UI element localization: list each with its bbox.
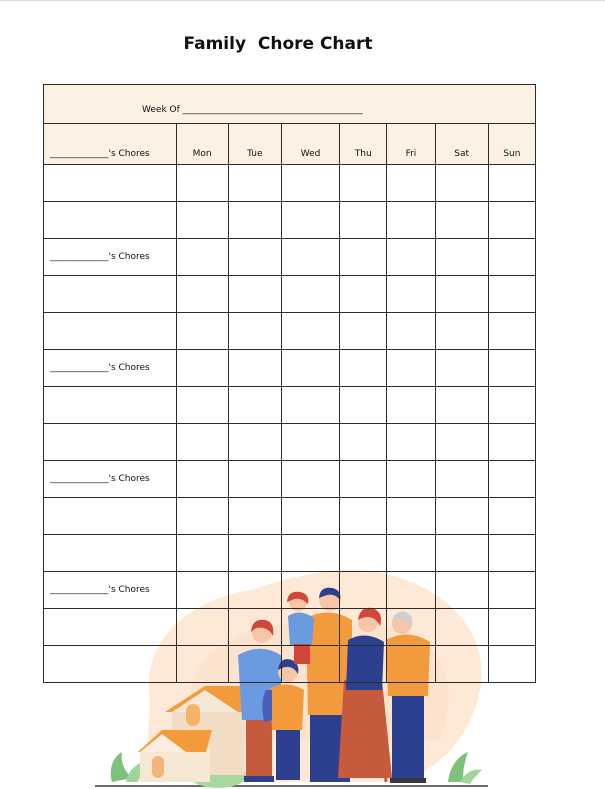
day-header-tue: Tue <box>228 124 281 165</box>
day-header-sat: Sat <box>435 124 488 165</box>
day-cell-sat[interactable] <box>435 646 488 683</box>
day-cell-thu[interactable] <box>340 535 387 572</box>
day-cell-sat[interactable] <box>435 165 488 202</box>
day-cell-thu[interactable] <box>340 461 387 498</box>
day-cell-sun[interactable] <box>488 387 535 424</box>
child-legs <box>276 725 300 780</box>
day-cell-fri[interactable] <box>387 609 435 646</box>
day-cell-thu[interactable] <box>340 276 387 313</box>
chore-cell[interactable] <box>44 313 177 350</box>
chores-name-cell[interactable]: _____________'s Chores <box>44 124 177 165</box>
chore-cell[interactable] <box>44 646 177 683</box>
day-cell-fri[interactable] <box>387 350 435 387</box>
chore-row <box>44 165 536 202</box>
chore-chart-table <box>43 84 536 683</box>
day-cell-tue[interactable] <box>228 239 281 276</box>
day-cell-fri[interactable] <box>387 387 435 424</box>
day-cell-wed[interactable] <box>281 535 339 572</box>
day-cell-sat[interactable] <box>435 535 488 572</box>
house-window <box>186 704 200 726</box>
day-cell-thu[interactable] <box>340 387 387 424</box>
day-cell-sun[interactable] <box>488 461 535 498</box>
day-cell-sun[interactable] <box>488 313 535 350</box>
day-cell-sun[interactable] <box>488 202 535 239</box>
day-cell-sun[interactable] <box>488 535 535 572</box>
day-cell-fri[interactable] <box>387 535 435 572</box>
day-cell-fri[interactable] <box>387 313 435 350</box>
day-cell-tue[interactable] <box>228 609 281 646</box>
day-cell-wed[interactable] <box>281 424 339 461</box>
day-header-sun: Sun <box>488 124 535 165</box>
day-cell-sun[interactable] <box>488 424 535 461</box>
day-header-thu: Thu <box>340 124 387 165</box>
day-cell-fri[interactable] <box>387 498 435 535</box>
day-cell-fri[interactable] <box>387 239 435 276</box>
day-cell-sat[interactable] <box>435 387 488 424</box>
chores-name-row <box>44 350 536 387</box>
day-cell-tue[interactable] <box>228 572 281 609</box>
day-cell-sun[interactable] <box>488 498 535 535</box>
day-cell-sun[interactable] <box>488 276 535 313</box>
day-cell-mon[interactable] <box>176 202 228 239</box>
day-cell-fri[interactable] <box>387 165 435 202</box>
chore-row <box>44 498 536 535</box>
chore-cell[interactable] <box>44 387 177 424</box>
week-row <box>44 85 536 124</box>
day-cell-tue[interactable] <box>228 313 281 350</box>
day-cell-tue[interactable] <box>228 350 281 387</box>
day-cell-mon[interactable] <box>176 461 228 498</box>
day-cell-mon[interactable] <box>176 165 228 202</box>
day-cell-tue[interactable] <box>228 498 281 535</box>
chore-cell[interactable] <box>44 609 177 646</box>
chore-row <box>44 646 536 683</box>
chore-row <box>44 424 536 461</box>
chores-name-cell[interactable]: _____________'s Chores <box>44 350 177 387</box>
day-cell-tue[interactable] <box>228 646 281 683</box>
chore-row <box>44 535 536 572</box>
chore-row <box>44 202 536 239</box>
week-of-cell[interactable] <box>44 85 536 124</box>
day-cell-thu[interactable] <box>340 350 387 387</box>
chore-cell[interactable] <box>44 535 177 572</box>
page-title: Family Chore Chart <box>183 34 373 54</box>
day-cell-tue[interactable] <box>228 165 281 202</box>
day-cell-mon[interactable] <box>176 276 228 313</box>
day-cell-thu[interactable] <box>340 313 387 350</box>
person-legs <box>246 720 272 778</box>
day-cell-sat[interactable] <box>435 498 488 535</box>
day-cell-wed[interactable] <box>281 609 339 646</box>
chore-row <box>44 313 536 350</box>
day-cell-sat[interactable] <box>435 350 488 387</box>
chores-name-cell[interactable]: _____________'s Chores <box>44 461 177 498</box>
day-header-mon: Mon <box>176 124 228 165</box>
day-cell-wed[interactable] <box>281 461 339 498</box>
day-cell-fri[interactable] <box>387 276 435 313</box>
day-cell-wed[interactable] <box>281 572 339 609</box>
chores-name-row <box>44 461 536 498</box>
day-cell-mon[interactable] <box>176 572 228 609</box>
day-cell-wed[interactable] <box>281 313 339 350</box>
chore-cell[interactable] <box>44 424 177 461</box>
day-cell-sat[interactable] <box>435 461 488 498</box>
grandpa-legs <box>392 690 424 780</box>
chore-row <box>44 387 536 424</box>
grandpa-feet <box>390 778 426 783</box>
day-cell-sun[interactable] <box>488 609 535 646</box>
small-house-door <box>152 756 164 778</box>
day-cell-thu[interactable] <box>340 572 387 609</box>
chore-cell[interactable] <box>44 498 177 535</box>
day-cell-thu[interactable] <box>340 424 387 461</box>
chore-cell[interactable] <box>44 276 177 313</box>
day-cell-wed[interactable] <box>281 387 339 424</box>
day-cell-tue[interactable] <box>228 202 281 239</box>
day-cell-sun[interactable] <box>488 572 535 609</box>
day-cell-wed[interactable] <box>281 498 339 535</box>
day-cell-wed[interactable] <box>281 350 339 387</box>
chore-cell[interactable] <box>44 202 177 239</box>
day-cell-tue[interactable] <box>228 535 281 572</box>
day-cell-sat[interactable] <box>435 239 488 276</box>
day-cell-thu[interactable] <box>340 165 387 202</box>
chore-cell[interactable] <box>44 165 177 202</box>
day-cell-thu[interactable] <box>340 498 387 535</box>
chore-row <box>44 609 536 646</box>
day-header-fri: Fri <box>387 124 435 165</box>
day-cell-sun[interactable] <box>488 350 535 387</box>
day-cell-wed[interactable] <box>281 646 339 683</box>
day-cell-thu[interactable] <box>340 239 387 276</box>
day-cell-sat[interactable] <box>435 202 488 239</box>
day-cell-thu[interactable] <box>340 609 387 646</box>
day-cell-sun[interactable] <box>488 165 535 202</box>
day-cell-mon[interactable] <box>176 313 228 350</box>
day-cell-sat[interactable] <box>435 313 488 350</box>
day-cell-sat[interactable] <box>435 424 488 461</box>
day-cell-wed[interactable] <box>281 202 339 239</box>
day-cell-tue[interactable] <box>228 424 281 461</box>
day-cell-sun[interactable] <box>488 239 535 276</box>
day-cell-mon[interactable] <box>176 609 228 646</box>
day-cell-fri[interactable] <box>387 572 435 609</box>
day-cell-thu[interactable] <box>340 646 387 683</box>
day-cell-thu[interactable] <box>340 202 387 239</box>
child-body <box>270 684 304 730</box>
small-house-wall <box>140 748 210 782</box>
day-cell-wed[interactable] <box>281 165 339 202</box>
day-cell-sun[interactable] <box>488 646 535 683</box>
day-cell-mon[interactable] <box>176 387 228 424</box>
day-cell-tue[interactable] <box>228 387 281 424</box>
day-cell-sat[interactable] <box>435 276 488 313</box>
day-cell-tue[interactable] <box>228 276 281 313</box>
day-cell-sat[interactable] <box>435 609 488 646</box>
header-row <box>44 124 536 165</box>
chore-row <box>44 276 536 313</box>
day-cell-mon[interactable] <box>176 535 228 572</box>
day-cell-mon[interactable] <box>176 646 228 683</box>
day-cell-mon[interactable] <box>176 350 228 387</box>
day-cell-sat[interactable] <box>435 572 488 609</box>
chores-name-row <box>44 239 536 276</box>
day-header-wed: Wed <box>281 124 339 165</box>
week-of-label: Week Of ________________________________________ <box>142 105 363 115</box>
day-cell-mon[interactable] <box>176 424 228 461</box>
chores-name-cell[interactable]: _____________'s Chores <box>44 572 177 609</box>
day-cell-fri[interactable] <box>387 202 435 239</box>
chores-name-row <box>44 572 536 609</box>
person-feet <box>244 776 274 782</box>
day-cell-fri[interactable] <box>387 424 435 461</box>
day-cell-mon[interactable] <box>176 239 228 276</box>
day-cell-fri[interactable] <box>387 646 435 683</box>
chores-name-cell[interactable]: _____________'s Chores <box>44 239 177 276</box>
day-cell-mon[interactable] <box>176 498 228 535</box>
day-cell-tue[interactable] <box>228 461 281 498</box>
day-cell-wed[interactable] <box>281 239 339 276</box>
day-cell-wed[interactable] <box>281 276 339 313</box>
day-cell-fri[interactable] <box>387 461 435 498</box>
